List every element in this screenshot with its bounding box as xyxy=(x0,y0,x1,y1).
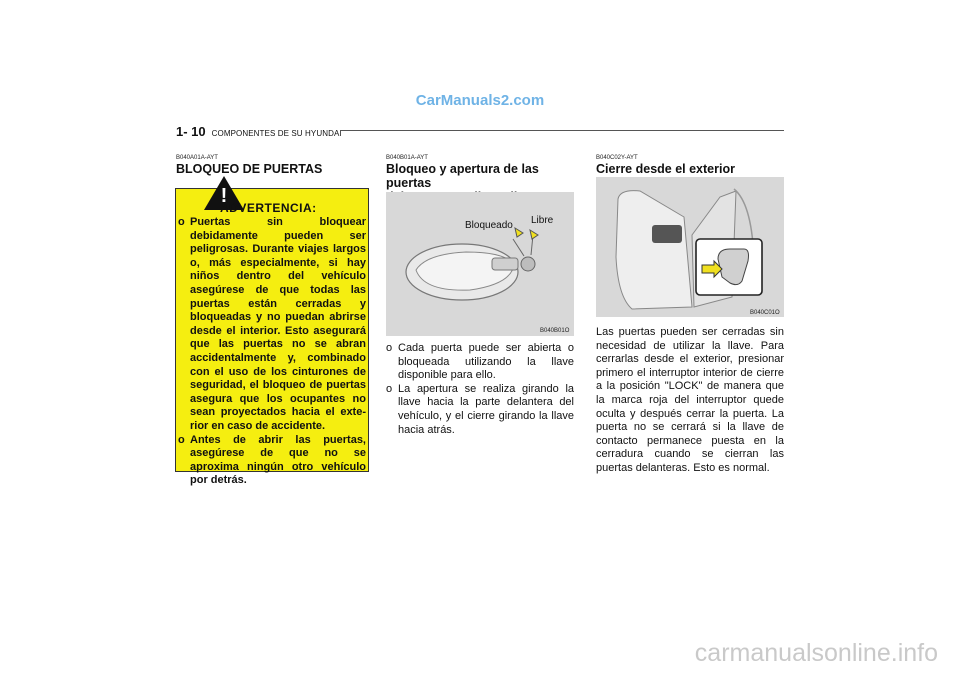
warning-item-text: Puertas sin bloquear debidamente pueden ser peligrosas. Durante viajes largos o, más especialmente, si hay niños dentro del vehículo asegúrese de que todas las puertas están cerradas y bloqueadas y no puedan abrirse desde el interior. Esto asegurará que las puertas no se abran accidentalmente y, combinado con el uso de los cinturones de seguridad, el bloqueo de puertas asegura que los ocupantes no sean proyectados hacia el exte-rior en caso de accidente. xyxy=(190,216,366,432)
arrow-locked-icon xyxy=(515,228,523,237)
warning-item xyxy=(178,216,366,434)
watermark-bottom: carmanualsonline.info xyxy=(694,639,938,667)
page-header xyxy=(176,124,342,139)
col2-code: B040B01A-AYT xyxy=(386,155,428,161)
lock-cylinder xyxy=(492,258,518,270)
warning-item-text: Antes de abrir las puertas, asegúrese de que no se aproxima ningún otro vehículo por detrás. xyxy=(190,433,366,487)
arrow-free-icon xyxy=(530,230,538,239)
exclamation-icon: ! xyxy=(220,185,228,207)
bullet: o xyxy=(386,342,393,354)
bullet: o xyxy=(386,382,393,395)
list-item-text: Cada puerta puede ser abierta o bloqueada utilizando la llave disponible para ello. xyxy=(398,342,574,382)
col3-title: Cierre desde el exterior xyxy=(596,162,735,176)
door-interior-figure xyxy=(596,177,784,317)
label-free: Libre xyxy=(531,215,554,226)
section-title: COMPONENTES DE SU HYUNDAI xyxy=(211,129,342,138)
door-interior-illustration xyxy=(596,177,784,317)
header-rule xyxy=(340,130,784,131)
list-item-text: La apertura se realiza girando la llave hacia la parte delantera del vehículo, y el cierre girando la llave hacia atrás. xyxy=(398,382,574,436)
door-handle-figure xyxy=(386,192,574,336)
col2-list xyxy=(386,342,574,437)
warning-item xyxy=(178,434,366,488)
col3-code: B040C02Y-AYT xyxy=(596,155,638,161)
list-item xyxy=(386,342,574,383)
bullet: o xyxy=(178,216,185,228)
col1-title: BLOQUEO DE PUERTAS xyxy=(176,162,323,176)
col2-title-line1: Bloqueo y apertura de las puertas xyxy=(386,162,539,190)
col3-figure-code: B040C01O xyxy=(750,310,780,316)
leader-line-locked xyxy=(513,239,524,256)
warning-title: ADVERTENCIA: xyxy=(220,201,317,215)
warning-list xyxy=(178,216,366,488)
page-number: 1- 10 xyxy=(176,124,206,139)
col2-figure-code: B040B01O xyxy=(540,328,570,334)
col1-code: B040A01A-AYT xyxy=(176,155,218,161)
door-panel xyxy=(616,191,692,309)
key-cylinder-icon xyxy=(521,257,535,271)
label-locked: Bloqueado xyxy=(465,220,513,231)
list-item xyxy=(386,383,574,437)
bullet: o xyxy=(178,433,185,446)
col3-paragraph: Las puertas pueden ser cerradas sin necesidad de utilizar la llave. Para cerrarlas desde el exterior, presionar primero el interruptor interior de cierre a la posición "LOCK" de manera que la marca roja del interruptor quede oculta y después cerrar la puerta. La puerta no se cerrará si la llave de contacto permanece puesta en la cerradura cuando se cierran las puertas delanteras. Esto es normal. xyxy=(596,326,784,474)
door-handle-illustration xyxy=(386,192,574,336)
watermark-top: CarManuals2.com xyxy=(415,92,545,109)
door-switch xyxy=(652,225,682,243)
